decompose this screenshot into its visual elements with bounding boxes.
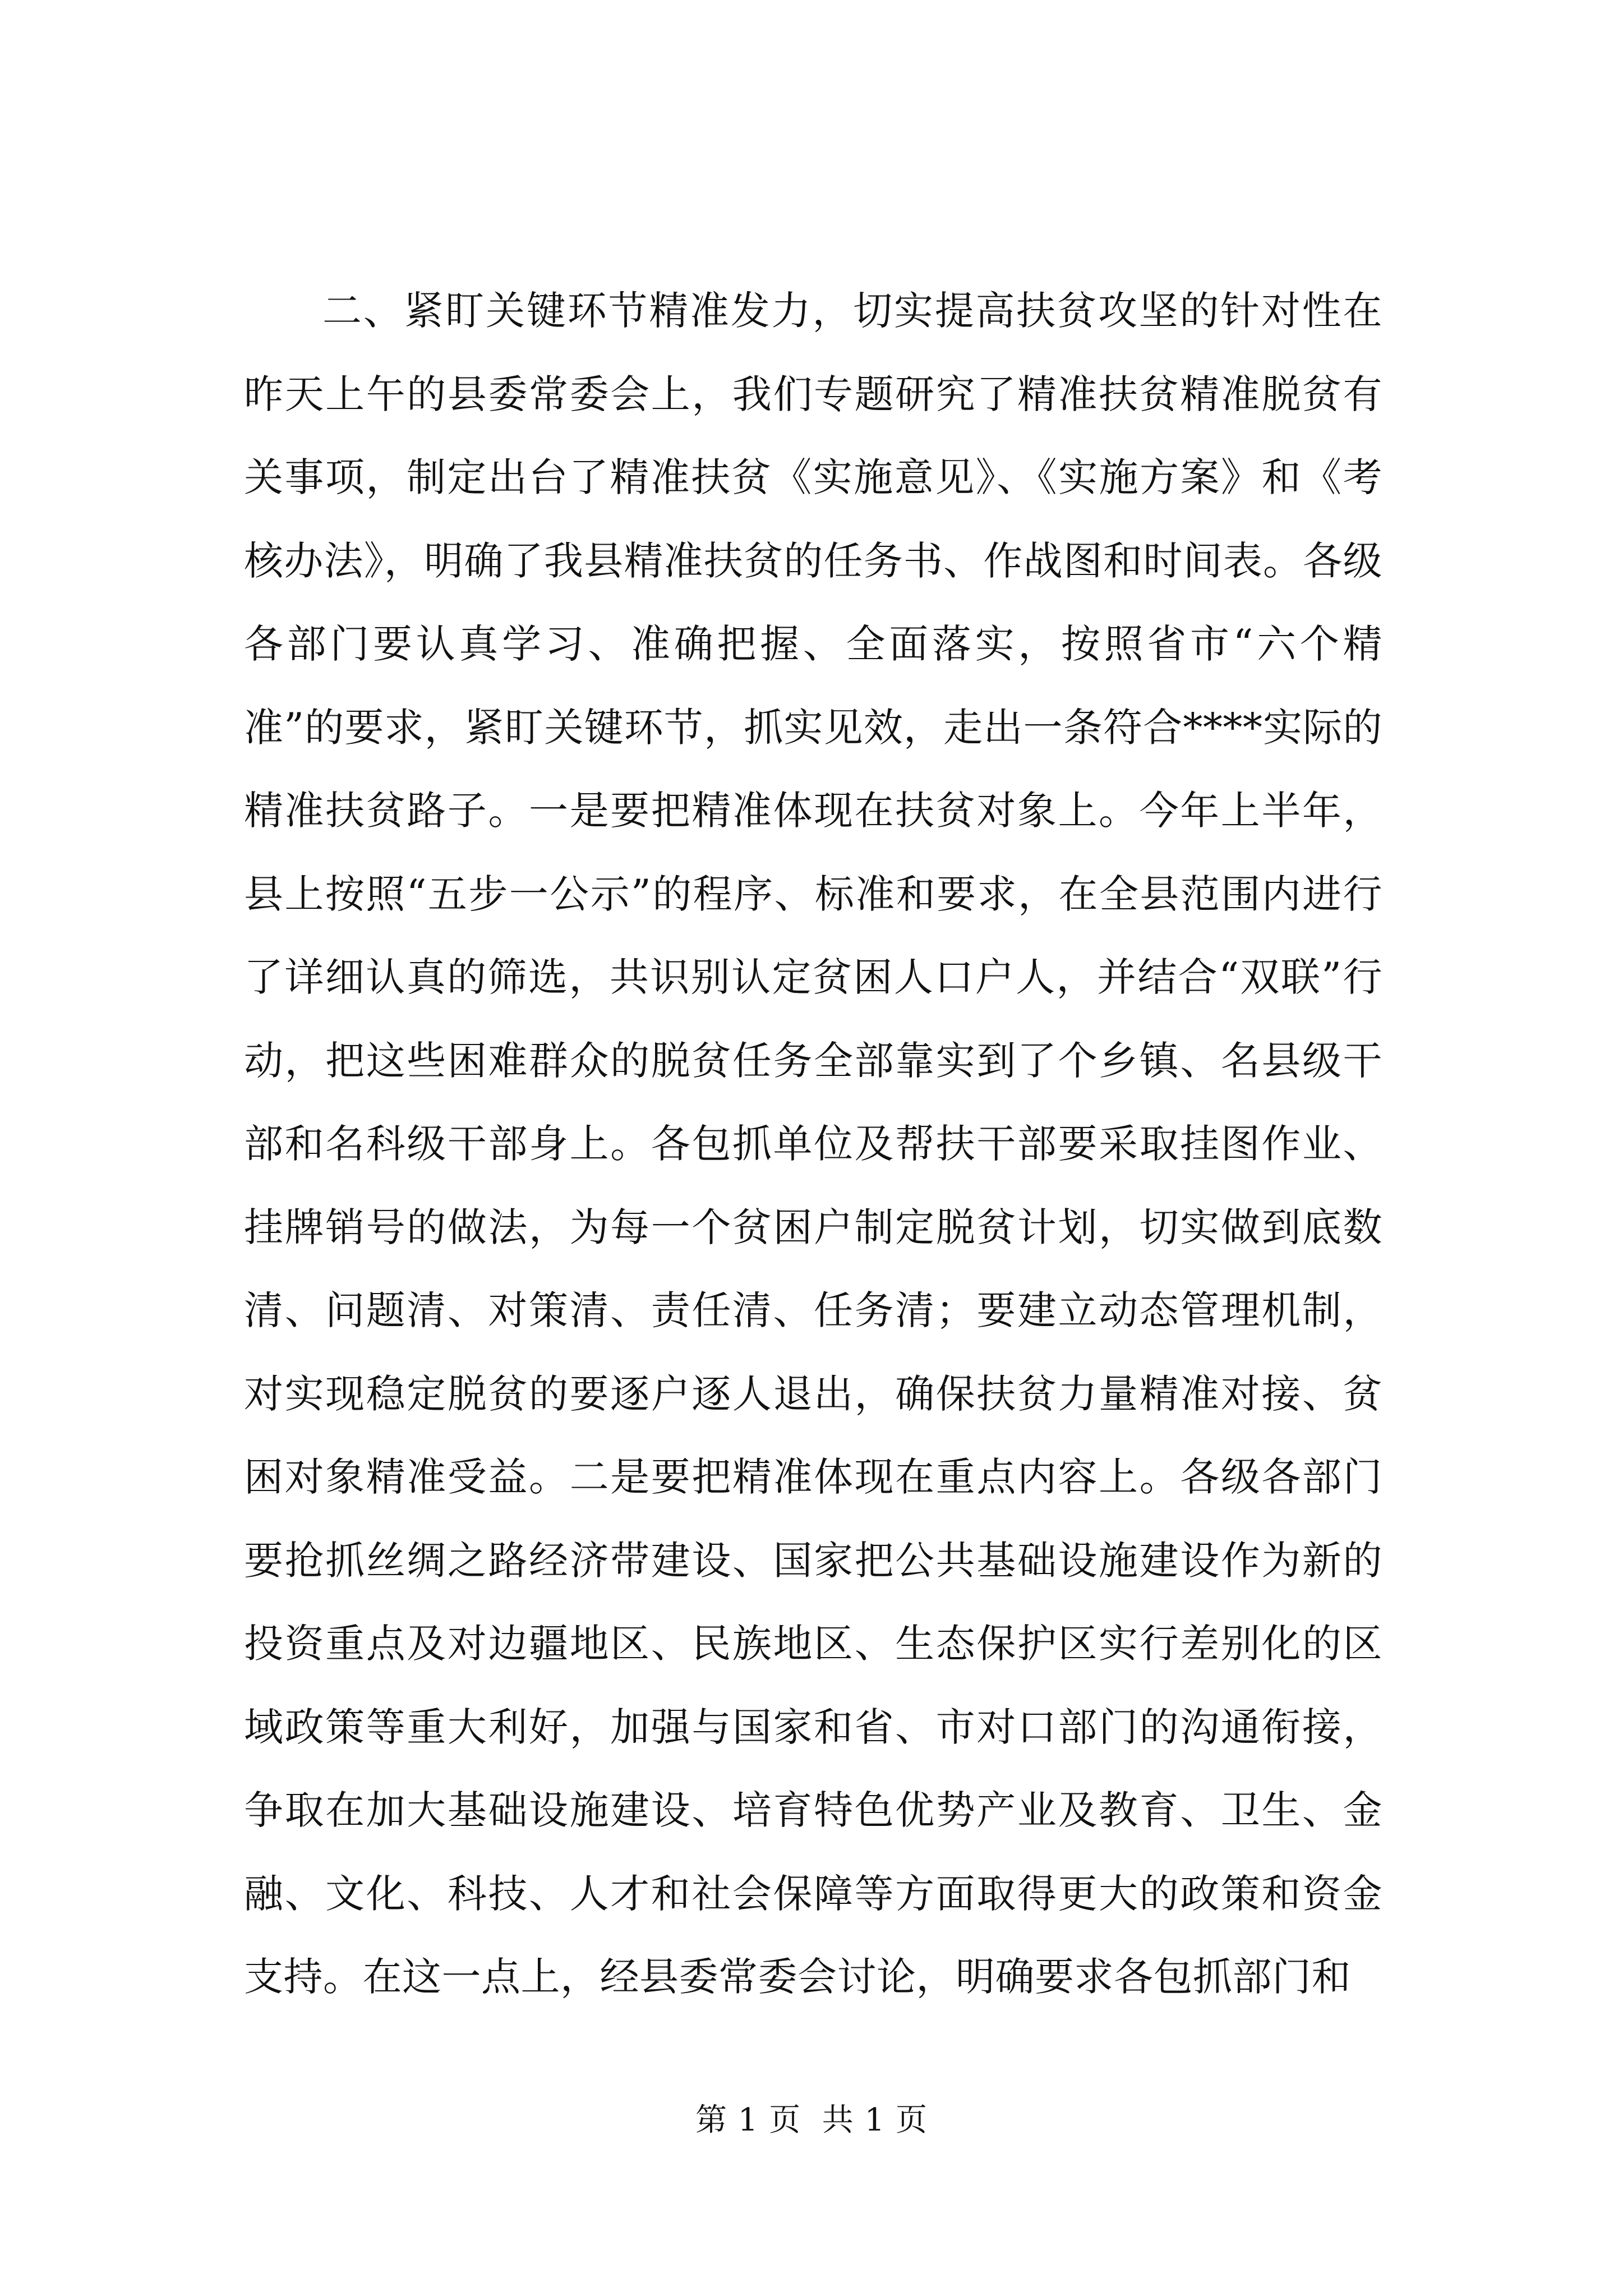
page-footer (0, 2101, 1623, 2140)
page-number-label: 第 1 页 共 1 页 (695, 2102, 928, 2138)
body-paragraph: 二、紧盯关键环节精准发力，切实提高扶贫攻坚的针对性在昨天上午的县委常委会上，我们专题研究了精准扶贫精准脱贫有关事项，制定出台了精准扶贫《实施意见》、《实施方案》和《考核办法》，明确了我县精准扶贫的任务书、作战图和时间表。各级各部门要认真学习、准确把握、全面落实，按照省市“六个精准”的要求，紧盯关键环节，抓实见效，走出一条符合****实际的精准扶贫路子。一是要把精准体现在扶贫对象上。今年上半年，县上按照“五步一公示”的程序、标准和要求，在全县范围内进行了详细认真的筛选，共识别认定贫困人口户人，并结合“双联”行动，把这些困难群众的脱贫任务全部靠实到了个乡镇、名县级干部和名科级干部身上。各包抓单位及帮扶干部要采取挂图作业、挂牌销号的做法，为每一个贫困户制定脱贫计划，切实做到底数清、问题清、对策清、责任清、任务清；要建立动态管理机制，对实现稳定脱贫的要逐户逐人退出，确保扶贫力量精准对接、贫困对象精准受益。二是要把精准体现在重点内容上。各级各部门要抢抓丝绸之路经济带建设、国家把公共基础设施建设作为新的投资重点及对边疆地区、民族地区、生态保护区实行差别化的区域政策等重大利好，加强与国家和省、市对口部门的沟通衔接，争取在加大基础设施建设、培育特色优势产业及教育、卫生、金融、文化、科技、人才和社会保障等方面取得更大的政策和资金支持。在这一点上，经县委常委会讨论，明确要求各包抓部门和 (244, 288, 1382, 2000)
